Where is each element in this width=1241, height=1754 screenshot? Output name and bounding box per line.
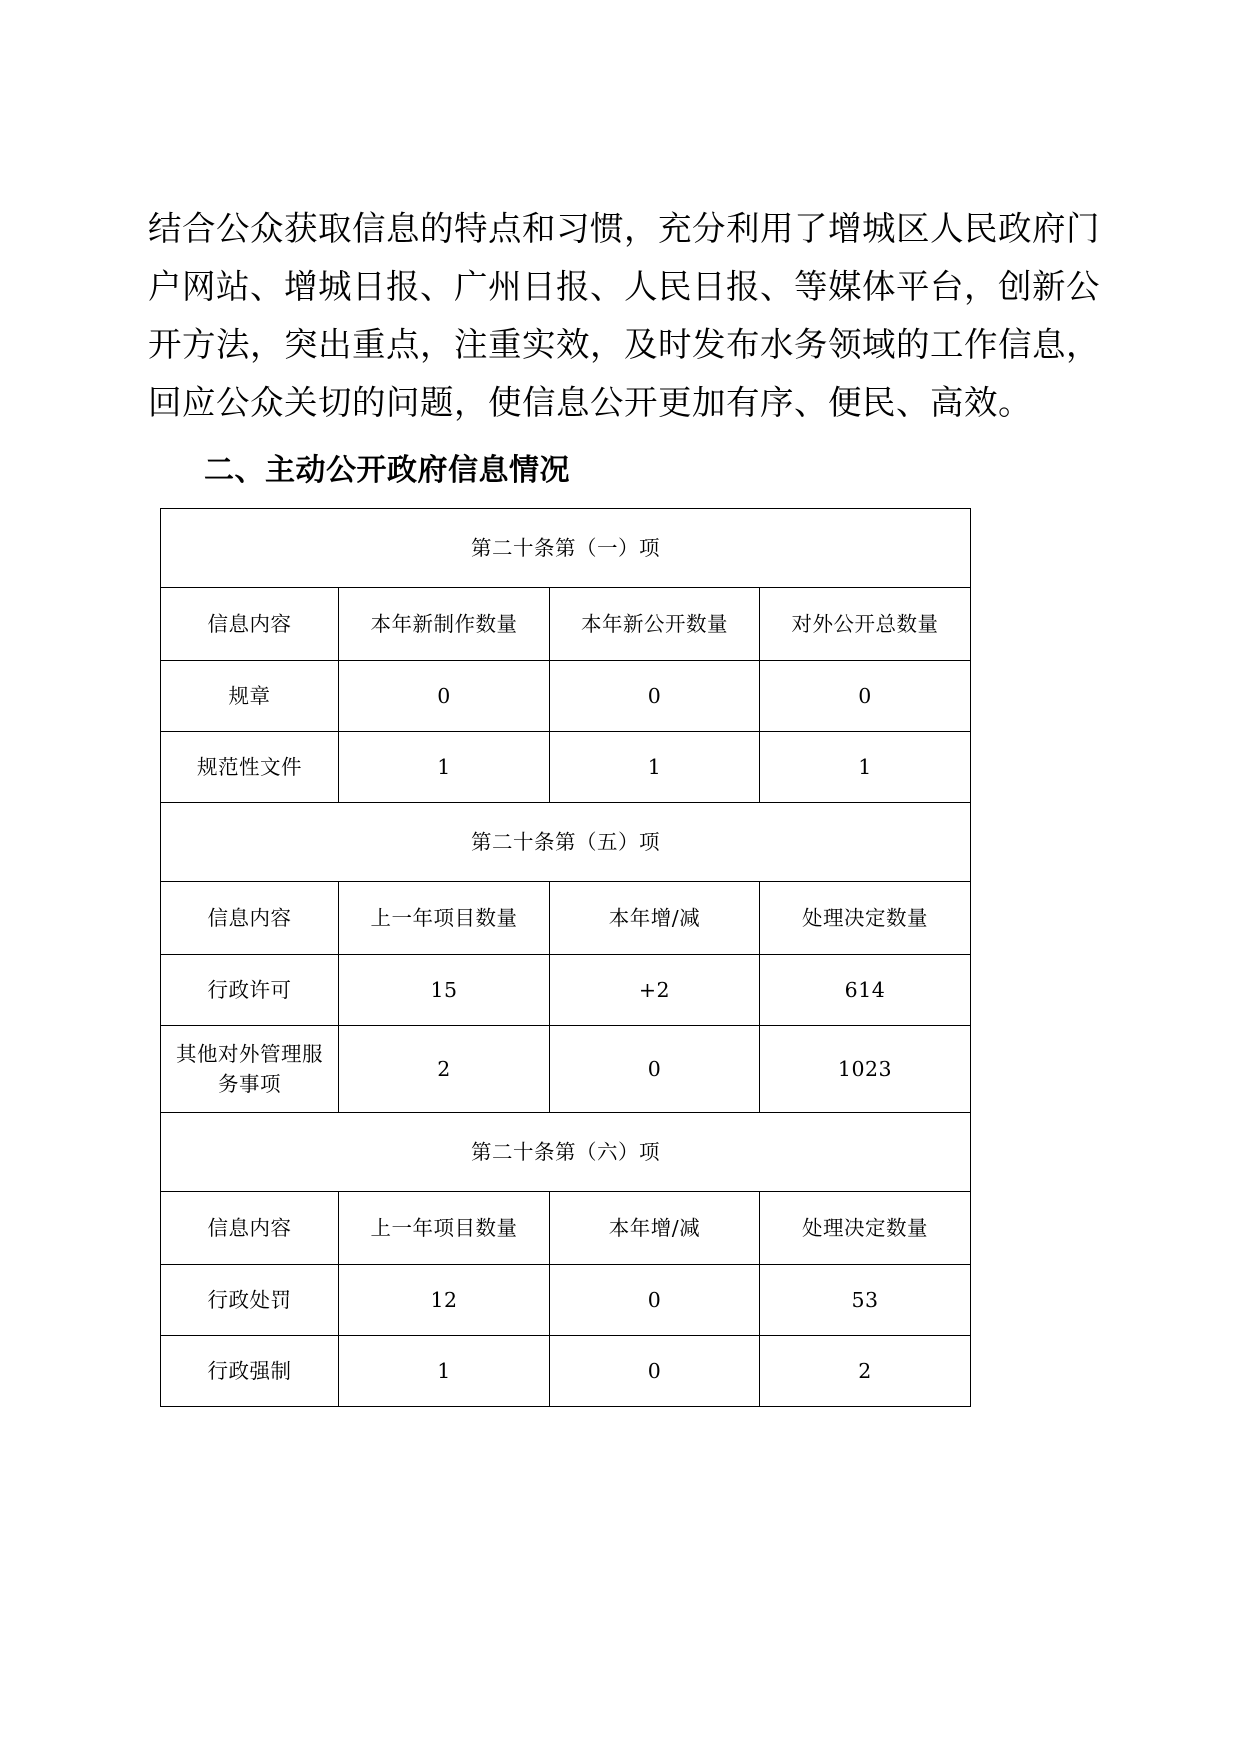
data-cell: 0: [760, 661, 971, 732]
data-cell: 1023: [760, 1026, 971, 1113]
column-header: 本年增/减: [550, 882, 760, 955]
column-header: 信息内容: [161, 1192, 339, 1265]
data-cell: 0: [550, 1026, 760, 1113]
data-cell: 1: [339, 732, 550, 803]
row-label-line: 其他对外管理服: [176, 1042, 323, 1066]
row-label: 规章: [161, 661, 339, 732]
data-cell: 0: [550, 661, 760, 732]
row-label: 行政处罚: [161, 1265, 339, 1336]
table-header-row: [161, 588, 971, 661]
table-row: [161, 955, 971, 1026]
row-label: [161, 1026, 339, 1113]
paragraph-line: 结合公众获取信息的特点和习惯，充分利用了增城区人民政府门: [148, 209, 1100, 248]
paragraph-line: 回应公众关切的问题，使信息公开更加有序、便民、高效。: [148, 383, 1032, 422]
table-row: [161, 661, 971, 732]
row-label: 行政强制: [161, 1336, 339, 1407]
row-label: 行政许可: [161, 955, 339, 1026]
data-cell: 1: [760, 732, 971, 803]
table-header-row: [161, 1192, 971, 1265]
column-header: 处理决定数量: [760, 882, 971, 955]
column-header: 上一年项目数量: [339, 1192, 550, 1265]
data-cell: 2: [760, 1336, 971, 1407]
data-cell: 0: [339, 661, 550, 732]
data-cell: 12: [339, 1265, 550, 1336]
government-info-disclosure-table: [160, 508, 971, 1407]
table-header-row: [161, 882, 971, 955]
body-paragraph: [148, 200, 1100, 432]
column-header: 处理决定数量: [760, 1192, 971, 1265]
table-section-title-row: [161, 509, 971, 588]
table-row: [161, 1026, 971, 1113]
paragraph-line: 开方法，突出重点，注重实效，及时发布水务领域的工作信息，: [148, 325, 1100, 364]
data-cell: 15: [339, 955, 550, 1026]
section-title: 第二十条第（一）项: [161, 509, 971, 588]
section-title: 第二十条第（六）项: [161, 1113, 971, 1192]
table-row: [161, 732, 971, 803]
row-label: 规范性文件: [161, 732, 339, 803]
data-cell: 0: [550, 1265, 760, 1336]
column-header: 对外公开总数量: [760, 588, 971, 661]
column-header: 本年新制作数量: [339, 588, 550, 661]
data-cell: 1: [550, 732, 760, 803]
section-heading: 二、主动公开政府信息情况: [204, 453, 570, 488]
data-cell: 614: [760, 955, 971, 1026]
data-cell: 2: [339, 1026, 550, 1113]
table-row: [161, 1336, 971, 1407]
column-header: 上一年项目数量: [339, 882, 550, 955]
column-header: 信息内容: [161, 588, 339, 661]
paragraph-line: 户网站、增城日报、广州日报、人民日报、等媒体平台，创新公: [148, 267, 1100, 306]
row-label-line: 务事项: [218, 1072, 281, 1096]
column-header: 本年增/减: [550, 1192, 760, 1265]
data-cell: +2: [550, 955, 760, 1026]
table-section-title-row: [161, 1113, 971, 1192]
data-cell: 0: [550, 1336, 760, 1407]
data-cell: 53: [760, 1265, 971, 1336]
column-header: 本年新公开数量: [550, 588, 760, 661]
table-row: [161, 1265, 971, 1336]
data-cell: 1: [339, 1336, 550, 1407]
column-header: 信息内容: [161, 882, 339, 955]
section-title: 第二十条第（五）项: [161, 803, 971, 882]
table-section-title-row: [161, 803, 971, 882]
